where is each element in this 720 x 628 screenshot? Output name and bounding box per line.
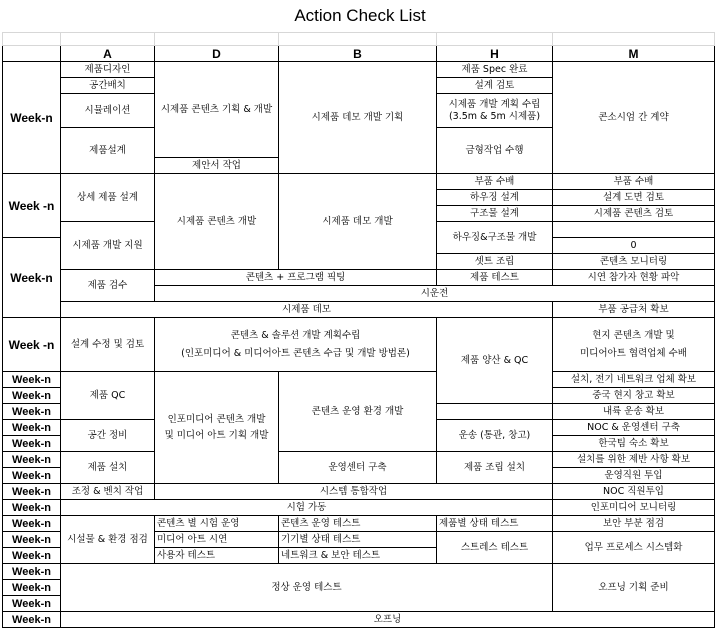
cell: 오프닝 기획 준비 — [553, 564, 715, 612]
cell: 콘텐츠 별 시험 운영 — [155, 516, 279, 532]
cell: 내륙 운송 확보 — [553, 404, 715, 420]
cell — [155, 318, 437, 372]
cell: 부품 수배 — [553, 174, 715, 190]
blank-cell — [3, 33, 61, 46]
cell: 보안 부분 점검 — [553, 516, 715, 532]
blank-cell — [437, 33, 553, 46]
cell: NOC 직원투입 — [553, 484, 715, 500]
cell: 운송 (통관, 창고) — [437, 420, 553, 452]
cell — [437, 94, 553, 128]
week-label: Week-n — [3, 62, 61, 174]
cell: 제품 테스트 — [437, 270, 553, 286]
cell: 네트워크 & 보안 테스트 — [279, 548, 437, 564]
week-label: Week-n — [3, 596, 61, 612]
week-label: Week-n — [3, 420, 61, 436]
week-label: Week-n — [3, 468, 61, 484]
week-label: Week-n — [3, 436, 61, 452]
cell: 설치, 전기 네트워크 업체 확보 — [553, 372, 715, 388]
cell — [553, 318, 715, 372]
cell: 제품 조립 설치 — [437, 452, 553, 484]
cell: 콘텐츠 + 프로그램 픽팅 — [155, 270, 437, 286]
cell: 콘텐츠 운영 환경 개발 — [279, 372, 437, 452]
cell: 설계 도면 검토 — [553, 190, 715, 206]
cell: 공간 정비 — [61, 420, 155, 452]
cell: 미디어 아트 시연 — [155, 532, 279, 548]
cell: 제안서 작업 — [155, 158, 279, 174]
cell: 제품 Spec 완료 — [437, 62, 553, 78]
cell: 제품디자인 — [61, 62, 155, 78]
cell: 설계 검토 — [437, 78, 553, 94]
cell: 오프닝 — [61, 612, 715, 628]
cell: 셋트 조립 — [437, 254, 553, 270]
cell: 상세 제품 설계 — [61, 174, 155, 222]
cell: 정상 운영 테스트 — [61, 564, 553, 612]
cell: 시연 참가자 현황 파악 — [553, 270, 715, 286]
cell: NOC & 운영센터 구축 — [553, 420, 715, 436]
week-label: Week-n — [3, 404, 61, 420]
blank-cell — [155, 33, 279, 46]
cell: 제품 설치 — [61, 452, 155, 484]
cell-line: 콘텐츠 & 솔루션 개발 계획수립 — [230, 329, 361, 341]
cell: 설치를 위한 제반 사항 확보 — [553, 452, 715, 468]
cell — [437, 404, 553, 420]
cell: 시제품 데모 개발 — [279, 174, 437, 270]
cell — [553, 222, 715, 238]
week-label: Week-n — [3, 580, 61, 596]
sheet-title: Action Check List — [294, 6, 426, 25]
week-label: Week-n — [3, 516, 61, 532]
cell: 중국 현지 창고 확보 — [553, 388, 715, 404]
cell: 운영센터 구축 — [279, 452, 437, 484]
cell: 하우징&구조물 개발 — [437, 222, 553, 254]
column-header-b: B — [279, 46, 437, 62]
cell: 공간배치 — [61, 78, 155, 94]
week-label: Week-n — [3, 388, 61, 404]
corner-cell — [3, 46, 61, 62]
cell-line: 미디어아트 협력업체 수배 — [580, 347, 687, 359]
week-label: Week -n — [3, 318, 61, 372]
cell: 시제품 데모 — [61, 302, 553, 318]
cell: 부품 공급처 확보 — [553, 302, 715, 318]
cell-line: 및 미디어 아트 기획 개발 — [164, 429, 269, 441]
cell: 시설물 & 환경 점검 — [61, 516, 155, 564]
cell-line: 현지 콘텐츠 개발 및 — [592, 329, 675, 341]
cell: 운영직원 투입 — [553, 468, 715, 484]
cell: 시스템 통합작업 — [155, 484, 553, 500]
week-label: Week-n — [3, 548, 61, 564]
cell: 0 — [553, 238, 715, 254]
cell: 스트레스 테스트 — [437, 532, 553, 564]
column-header-d: D — [155, 46, 279, 62]
cell: 콘텐츠 모니터링 — [553, 254, 715, 270]
cell: 업무 프로세스 시스템화 — [553, 532, 715, 564]
column-header-row — [3, 46, 715, 62]
cell: 사용자 테스트 — [155, 548, 279, 564]
cell: 시제품 콘텐츠 기획 & 개발 — [155, 62, 279, 158]
cell: 시제품 콘텐츠 개발 — [155, 174, 279, 270]
week-label: Week-n — [3, 484, 61, 500]
cell-line: (3.5m & 5m 시제품) — [448, 110, 541, 122]
cell: 제품 양산 & QC — [437, 318, 553, 404]
cell: 시뮬레이션 — [61, 94, 155, 128]
cell: 부품 수배 — [437, 174, 553, 190]
cell-line: 시제품 개발 계획 수립 — [448, 98, 541, 110]
cell: 금형작업 수행 — [437, 128, 553, 174]
cell: 하우징 설계 — [437, 190, 553, 206]
blank-cell — [61, 33, 155, 46]
week-label: Week-n — [3, 612, 61, 628]
cell: 제품 검수 — [61, 270, 155, 302]
cell: 제품별 상태 테스트 — [437, 516, 553, 532]
cell: 시운전 — [155, 286, 715, 302]
blank-row — [3, 33, 715, 46]
week-label: Week -n — [3, 174, 61, 238]
action-check-table — [2, 32, 715, 628]
cell: 시제품 데모 개발 기획 — [279, 62, 437, 174]
cell: 한국팀 숙소 확보 — [553, 436, 715, 452]
week-label: Week-n — [3, 452, 61, 468]
blank-cell — [279, 33, 437, 46]
week-label: Week-n — [3, 500, 61, 516]
cell: 기기별 상태 테스트 — [279, 532, 437, 548]
column-header-m: M — [553, 46, 715, 62]
week-label: Week-n — [3, 372, 61, 388]
cell-line: 인포미디어 콘텐츠 개발 — [167, 413, 266, 425]
cell: 시험 가동 — [61, 500, 553, 516]
column-header-a: A — [61, 46, 155, 62]
cell: 구조물 설계 — [437, 206, 553, 222]
cell: 콘텐츠 운영 테스트 — [279, 516, 437, 532]
week-label: Week-n — [3, 564, 61, 580]
blank-cell — [553, 33, 715, 46]
cell-line: (인포미디어 & 미디어아트 콘텐츠 수급 및 개발 방법론) — [181, 347, 410, 359]
cell: 인포미디어 모니터링 — [553, 500, 715, 516]
week-label: Week-n — [3, 532, 61, 548]
week-label: Week-n — [3, 238, 61, 318]
cell: 제품 QC — [61, 372, 155, 420]
cell: 조정 & 벤치 작업 — [61, 484, 155, 500]
cell: 시제품 콘텐츠 검토 — [553, 206, 715, 222]
cell: 제품설계 — [61, 128, 155, 174]
cell: 설계 수정 및 검토 — [61, 318, 155, 372]
cell: 콘소시엄 간 계약 — [553, 62, 715, 174]
cell: 시제품 개발 지원 — [61, 222, 155, 270]
cell — [155, 372, 279, 484]
column-header-h: H — [437, 46, 553, 62]
